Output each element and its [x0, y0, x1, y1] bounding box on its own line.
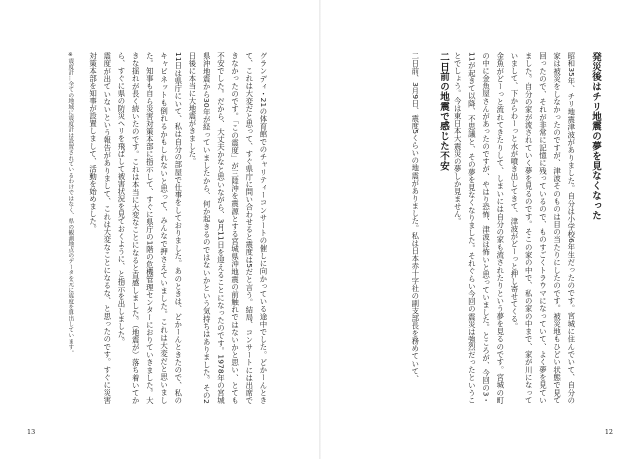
- section-heading: 二日前の地震で感じた不安: [437, 52, 449, 171]
- paragraph: 金魚がどーっと流れてきたりして、しまいには自分の家も流されたりという夢を見るのです。宮城の町の中に金魚屋さんがあったのですが、やはり恐怖、津波は怖いと思っていました。ところが、今回の3・11が起きて以降、不思議と、その夢を見なくなりました。それぐらい今回の震災は強烈だったということでしょう。今は東日本大震災の夢しか見ません。: [453, 52, 505, 404]
- paragraph: 昭和35年、チリ地震津波がありました。自分は小学校6年生だったのです。宮城に住んでいて、自分の家は被災をしなかったのですが、津波そのものは目の当たりにしたのです。被災地もひどい状態で見て回ったので、それが非常に記憶に残っているので、ものすごくトラウマになっていて、よく夢を見ていました。自分の家が流されていく夢を見るのです。そこの家の中で、私の家の中まで、家が川になっていまして、下からわーっと水が噴き出してきて、津波がどーっと押し寄せてくる。: [509, 52, 576, 404]
- paragraph: 震度が出ていないという報告がありまして、これは大変なことになるな、と思ったのです。すぐに災害対策本部を知事が設置しまして、活動を始めました。: [88, 52, 112, 404]
- right-page-text: [340, 52, 602, 404]
- paragraph: 二日前、3月9日、震度5くらいの地震がありました。私は日本赤十字社の副支部長を務めていて、: [410, 52, 420, 383]
- paragraph: 11日は県庁にいて、私は自分の部屋で仕事をしておりました。あのときは、どかーんときたので、私のキャビネットも倒れるかもしれないと思って、みんなで押さえていました。これは大変だと思いました。知事も自ら災害対策本部に指示して、すぐに県庁の1階の危機管理センターにおりていきました。大きな揺れが長く続いたのです。これは本当に大変なことになると直感しました。（地震が）落ち着いてから、すぐに県の防災ヘリを飛ばして被害状況を見ておくように、と指示を出しました。: [116, 52, 183, 404]
- page-number-left: 13: [27, 428, 36, 436]
- footnote: ※震度計…全ての地域に震度計は設置されているわけではなく、県の観測地点のデータを元に震度を算出しています。: [67, 52, 74, 356]
- section-heading: 発災後はチリ地震の夢を見なくなった: [590, 52, 601, 221]
- page-number-right: 12: [604, 428, 613, 436]
- right-page: [320, 0, 640, 459]
- left-page-text: [38, 52, 270, 404]
- paragraph: グランディ・21の体育館でのチャリティーコンサートの催しに向かっている途中でした。どかーんときて、これは大変だと思って、すぐ県庁に問い合わせると震度は5だと言う。結局、コンサートには出席できなかったのです。「この震度」が三陸沖を震源とする宮城県沖地震の前触れではないかと思い、とても不安でした。だから、大丈夫かなと思いながら、3月11日を迎えることになったのです。1978年の宮城県沖地震から30年が経っていましたから、何か起きるのではないかという気持ちはありました。その2日後に本当に大地震がきました。: [187, 52, 268, 404]
